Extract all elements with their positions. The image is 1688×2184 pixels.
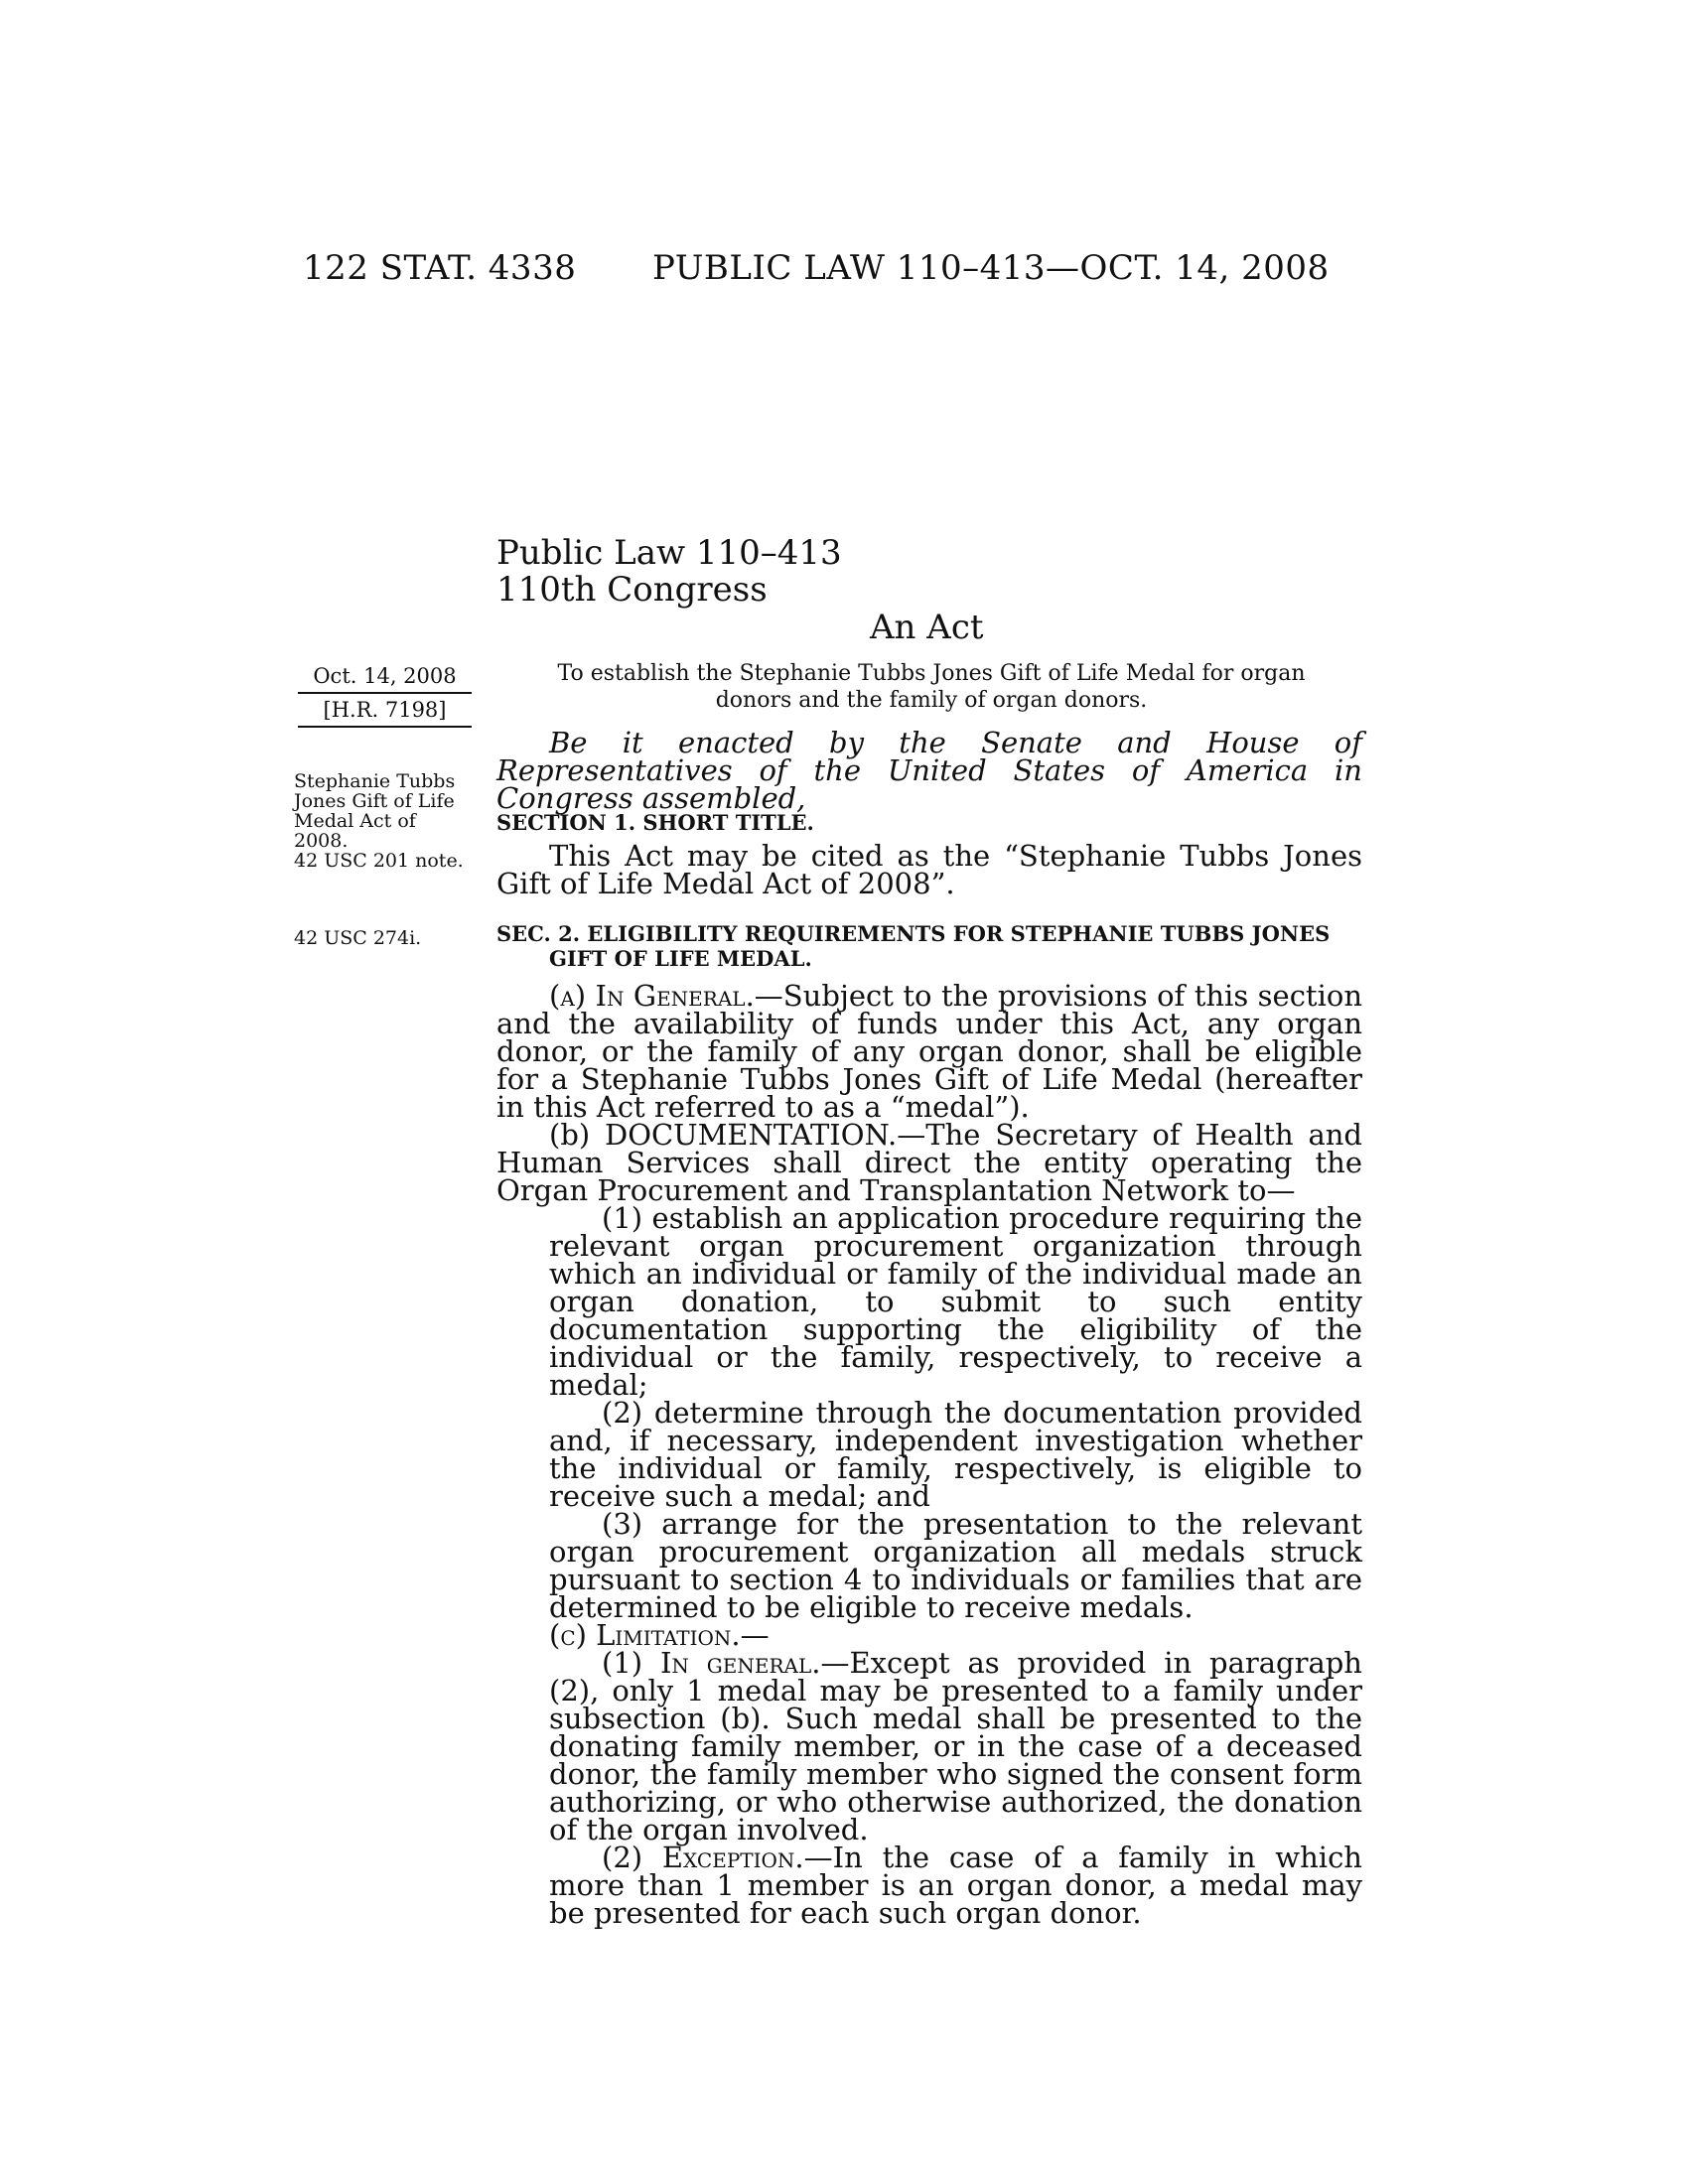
margin-note-line: 42 USC 201 note. (294, 850, 464, 872)
subsection-c-label: (c) Limitation.— (549, 1618, 770, 1652)
subsection-a-text: Subject to the provisions of this section and the availability of funds under this Act, any organ donor, or the family of any organ donor, shall be eligible for a Stephanie Tubbs Jones Gift of Life Medal (hereafter in this Act referred to as a “medal”). (496, 979, 1362, 1124)
margin-date-block (298, 663, 472, 731)
margin-bill-number: [H.R. 7198] (323, 698, 447, 722)
act-purpose: To establish the Stephanie Tubbs Jones Gift of Life Medal for organ donors and the family of organ donors. (557, 661, 1306, 713)
margin-rule (298, 726, 472, 728)
section2-heading (496, 921, 1362, 971)
margin-rule (298, 692, 472, 694)
page-header-stat: 122 STAT. 4338 (303, 248, 577, 288)
an-act-heading: An Act (870, 608, 984, 647)
margin-note-short-title (294, 771, 473, 871)
page-header-law: PUBLIC LAW 110–413—OCT. 14, 2008 (652, 248, 1330, 288)
margin-note-line: Stephanie Tubbs (294, 770, 456, 792)
paragraph-c1 (496, 1646, 1362, 1846)
section2-heading-line: GIFT OF LIFE MEDAL. (549, 946, 812, 971)
paragraph-b1: (1) establish an application procedure requiring the relevant organ procurement organization through which an individual or family of the individual made an organ donation, to submit to such entity documentation supporting the eligibility of the individual or the family, respectively, to receive a medal; (549, 1201, 1362, 1402)
section1-text: This Act may be cited as the “Stephanie Tubbs Jones Gift of Life Medal Act of 2008”. (496, 839, 1362, 900)
paragraph-c2-label: (2) Exception.— (602, 1841, 833, 1874)
paragraph-b2: (2) determine through the documentation provided and, if necessary, independent investigation whether the individual or family, respectively, is eligible to receive such a medal; and (549, 1396, 1362, 1513)
paragraph-c1-label: (1) In general.— (602, 1646, 850, 1680)
margin-note-line: Medal Act of (294, 810, 416, 832)
paragraph-c1-text: Except as provided in paragraph (2), only 1 medal may be presented to a family under subsection (b). Such medal shall be presented to the donating family member, or in the case of a deceased donor, the family member who signed the consent form authorizing, or who otherwise authorized, the donation of the organ involved. (549, 1646, 1362, 1846)
subsection-b (496, 1118, 1362, 1207)
section1-heading: SECTION 1. SHORT TITLE. (496, 810, 814, 835)
enacting-clause: Be it enacted by the Senate and House of Representatives of the United States of America in Congress assembled, (496, 726, 1362, 815)
margin-date: Oct. 14, 2008 (313, 664, 457, 688)
section2-body (496, 979, 1362, 1930)
subsection-b-text: The Secretary of Health and Human Services shall direct the entity operating the Organ Procurement and Transplantation Network to— (496, 1118, 1362, 1207)
subsection-a (496, 979, 1362, 1124)
margin-note-line: 2008. (294, 830, 349, 852)
margin-note-line: Jones Gift of Life (294, 790, 455, 812)
subsection-b-label: (b) DOCUMENTATION.— (549, 1118, 926, 1152)
subsection-a-label: (a) In General.— (549, 979, 783, 1013)
paragraph-c2 (496, 1841, 1362, 1930)
subsection-c (496, 1618, 1362, 1652)
congress-title: 110th Congress (496, 570, 768, 610)
paragraph-c2-text: In the case of a family in which more than 1 member is an organ donor, a medal may be presented for each such organ donor. (549, 1841, 1362, 1930)
margin-note-sec2: 42 USC 274i. (294, 927, 422, 949)
section2-heading-line: SEC. 2. ELIGIBILITY REQUIREMENTS FOR STEPHANIE TUBBS JONES (496, 921, 1331, 946)
public-law-title: Public Law 110–413 (496, 533, 842, 573)
paragraph-b3: (3) arrange for the presentation to the relevant organ procurement organization all medals struck pursuant to section 4 to individuals or families that are determined to be eligible to receive medals. (549, 1507, 1362, 1624)
